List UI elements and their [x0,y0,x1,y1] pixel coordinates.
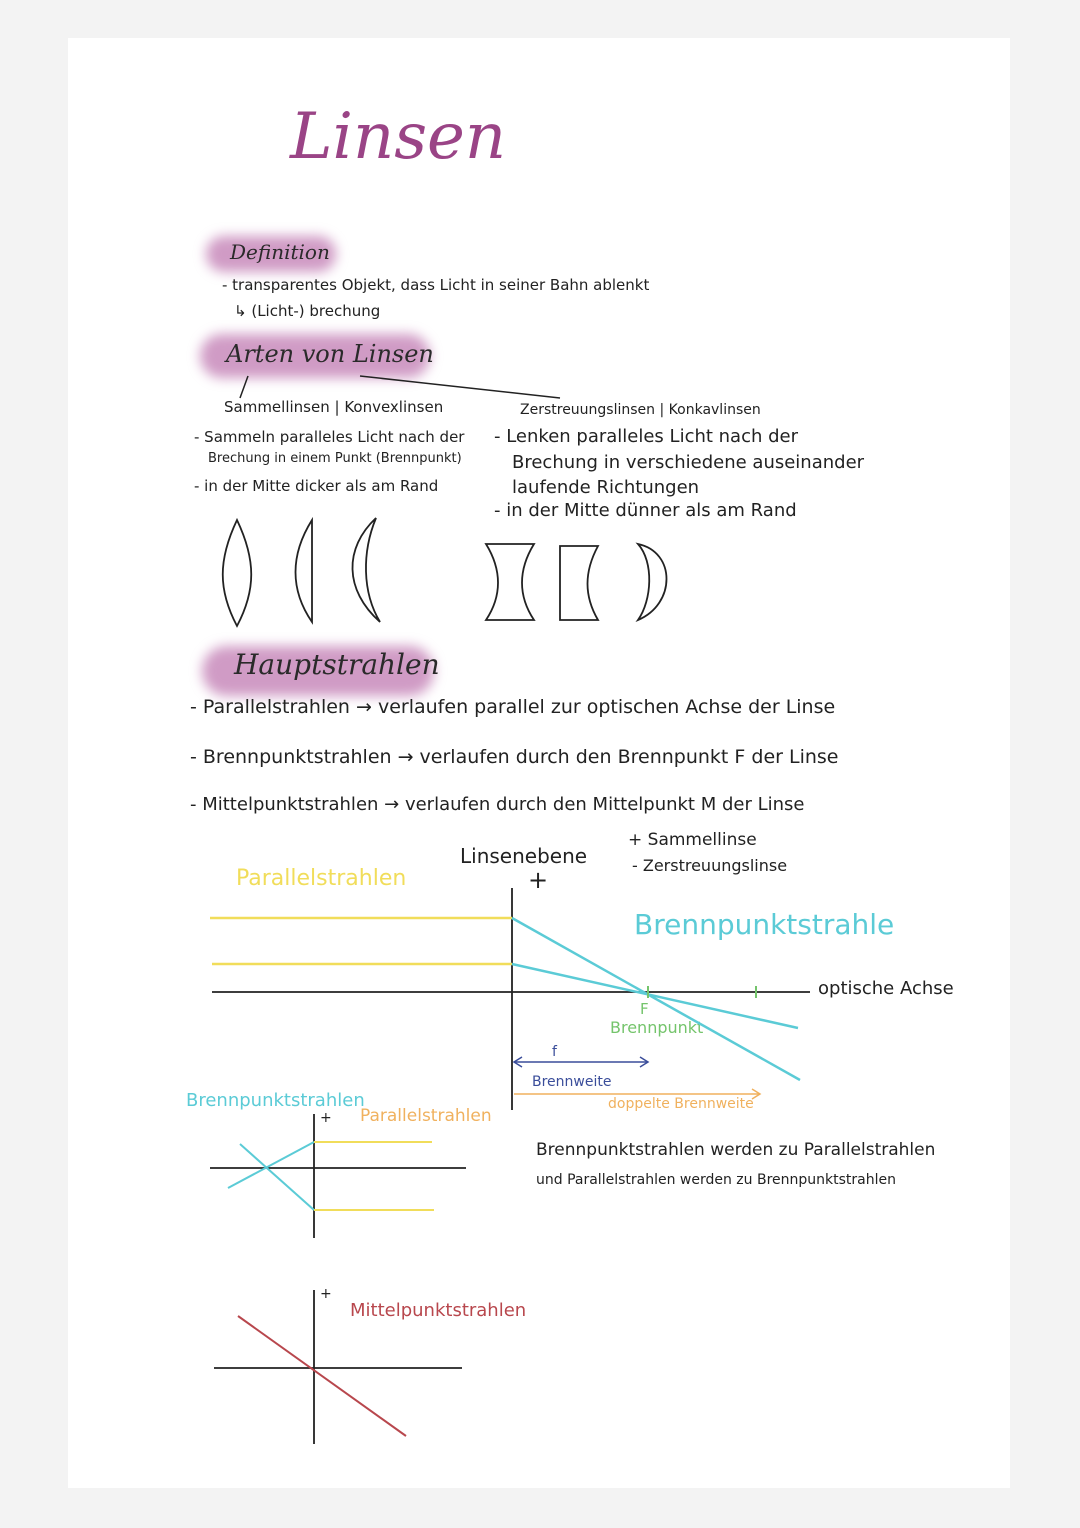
main-rays-line-2: - Brennpunktstrahlen → verlaufen durch den Brennpunkt F der Linse [190,746,839,768]
concave-bullet-1c: laufende Richtungen [512,477,700,498]
meniscus-concave-lens [638,544,667,620]
types-connector-right [360,376,560,398]
focal-ray-label: Brennpunktstrahle [634,908,895,941]
definition-line-1: - transparentes Objekt, dass Licht in seiner Bahn ablenkt [222,276,650,294]
convex-bullet-2: - in der Mitte dicker als am Rand [194,477,439,495]
main-diagram [210,888,810,1110]
concave-bullet-1a: - Lenken paralleles Licht nach der [494,426,799,447]
diagram2-plus: + [320,1110,332,1126]
concave-lens-shapes [486,544,667,620]
optical-axis-label: optische Achse [818,978,954,999]
lens-plus-sign: + [528,866,549,894]
main-rays-heading: Hauptstrahlen [234,648,440,681]
legend-plus: + Sammellinse [628,830,757,850]
main-rays-line-1: - Parallelstrahlen → verlaufen parallel zur optischen Achse der Linse [190,696,836,718]
refracted-ray-1 [512,918,800,1080]
diagram2-focal-ray-1 [228,1142,314,1188]
double-focal-length-label: doppelte Brennweite [608,1096,754,1112]
parallel-rays-label: Parallelstrahlen [236,866,407,891]
concave-bullet-1b: Brechung in verschiedene auseinander [512,452,865,473]
types-connector-left [240,376,248,398]
diagram2-focal-ray-2 [240,1144,314,1210]
main-rays-line-3: - Mittelpunktstrahlen → verlaufen durch den Mittelpunkt M der Linse [190,794,805,815]
focal-letter: F [640,1000,649,1018]
convex-title: Sammellinsen | Konvexlinsen [224,398,444,416]
focal-point-label: Brennpunkt [610,1018,704,1037]
center-ray-diagram [214,1290,462,1444]
focal-to-parallel-diagram [210,1114,466,1238]
planoconcave-lens [560,546,598,620]
meniscus-convex-lens [352,518,380,622]
convex-bullet-1a: - Sammeln paralleles Licht nach der [194,428,465,446]
diagram3-plus: + [320,1286,332,1302]
focal-rays-label: Brennpunktstrahlen [186,1090,365,1111]
concave-bullet-2: - in der Mitte dünner als am Rand [494,500,797,521]
legend-minus: - Zerstreuungslinse [632,856,788,875]
conversion-note-2: und Parallelstrahlen werden zu Brennpunktstrahlen [536,1172,896,1188]
definition-line-2: ↳ (Licht-) brechung [234,302,381,320]
page-title: Linsen [290,100,507,174]
biconcave-lens [486,544,534,620]
focal-length-label: Brennweite [532,1074,612,1090]
biconvex-lens [223,520,252,626]
f-letter: f [552,1044,557,1060]
parallel-rays-label-2: Parallelstrahlen [360,1106,492,1126]
convex-lens-shapes [223,518,380,626]
center-rays-label: Mittelpunktstrahlen [350,1300,527,1321]
conversion-note-1: Brennpunktstrahlen werden zu Parallelstrahlen [536,1140,936,1160]
types-heading: Arten von Linsen [226,340,434,368]
convex-bullet-1b: Brechung in einem Punkt (Brennpunkt) [208,451,462,466]
concave-title: Zerstreuungslinsen | Konkavlinsen [520,402,761,418]
planoconvex-lens [296,520,313,622]
lens-plane-label: Linsenebene [460,844,588,868]
diagram3-center-ray [238,1316,406,1436]
definition-heading: Definition [230,240,330,264]
